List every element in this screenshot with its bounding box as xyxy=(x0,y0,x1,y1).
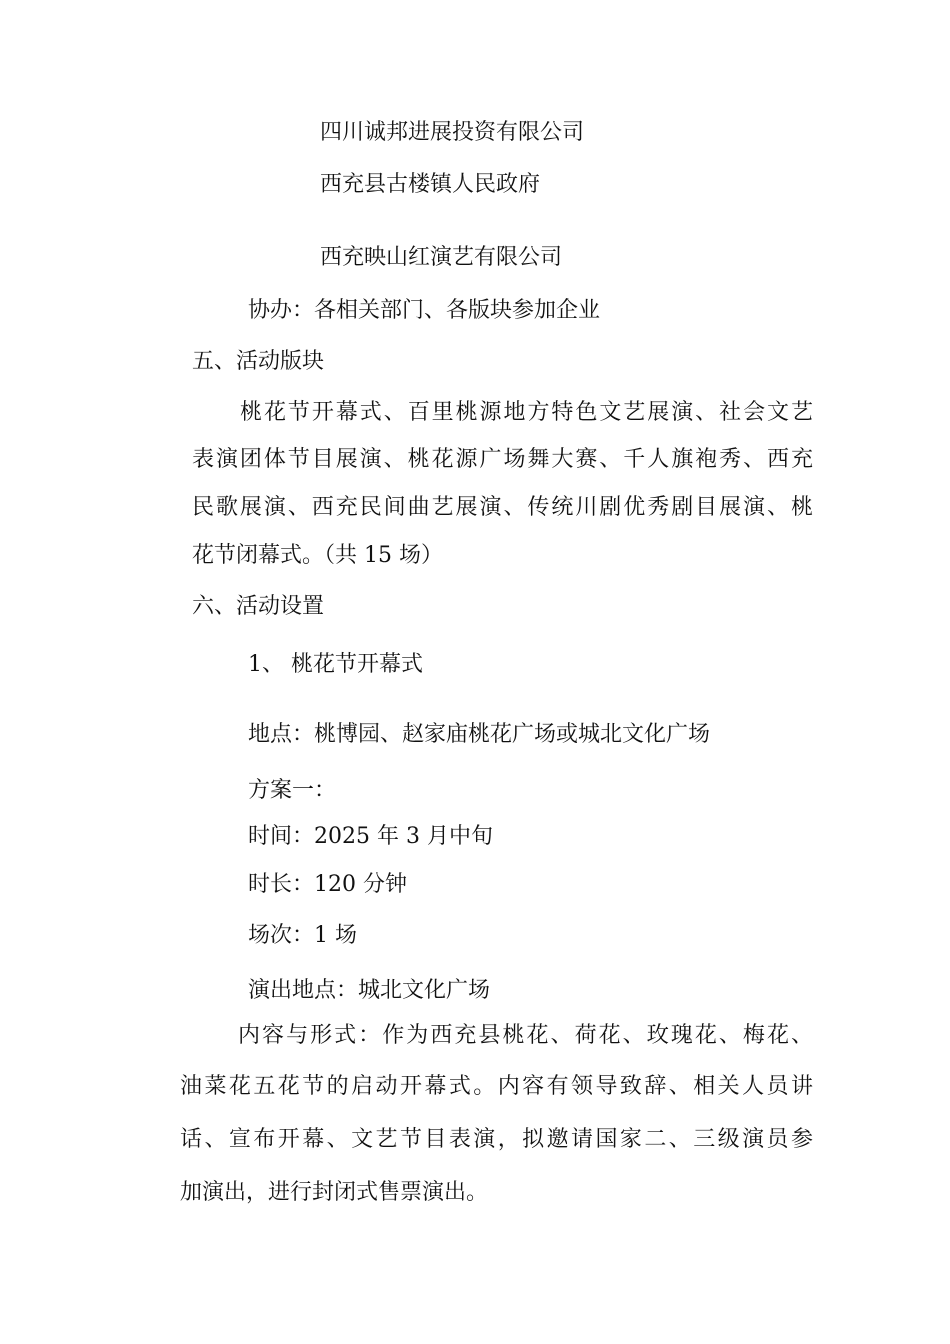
organizer-1: 四川诚邦进展投资有限公司 xyxy=(320,120,585,145)
plan-label: 方案一： xyxy=(248,778,337,803)
time-line: 时间：2025 年 3 月中旬 xyxy=(248,824,493,849)
section5-line-3: 民歌展演、西充民间曲艺展演、传统川剧优秀剧目展演、桃 xyxy=(192,495,813,520)
section5-line-4: 花节闭幕式。（共 15 场） xyxy=(192,543,443,568)
section5-line-1: 桃花节开幕式、百里桃源地方特色文艺展演、社会文艺 xyxy=(240,400,813,425)
item-1-title: 1、 桃花节开幕式 xyxy=(248,652,423,677)
content-line-1: 内容与形式：作为西充县桃花、荷花、玫瑰花、梅花、 xyxy=(238,1023,813,1048)
content-line-3: 话、宣布开幕、文艺节目表演，拟邀请国家二、三级演员参 xyxy=(180,1127,813,1152)
location-line: 地点：桃博园、赵家庙桃花广场或城北文化广场 xyxy=(248,722,711,747)
section5-line-2: 表演团体节目展演、桃花源广场舞大赛、千人旗袍秀、西充 xyxy=(192,447,813,472)
co-organizer: 协办：各相关部门、各版块参加企业 xyxy=(248,298,601,323)
content-line-2: 油菜花五花节的启动开幕式。内容有领导致辞、相关人员讲 xyxy=(180,1074,813,1099)
duration-line: 时长：120 分钟 xyxy=(248,872,407,897)
organizer-2: 西充县古楼镇人民政府 xyxy=(320,172,541,197)
venue-line: 演出地点：城北文化广场 xyxy=(248,978,491,1003)
section5-heading: 五、活动版块 xyxy=(192,349,325,374)
sessions-line: 场次：1 场 xyxy=(248,923,357,948)
content-line-4: 加演出，进行封闭式售票演出。 xyxy=(180,1180,489,1205)
section6-heading: 六、活动设置 xyxy=(192,594,325,619)
organizer-3: 西充映山红演艺有限公司 xyxy=(320,245,563,270)
